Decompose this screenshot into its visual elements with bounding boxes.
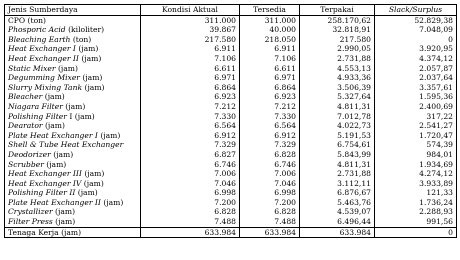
table-row bbox=[5, 25, 457, 35]
resource-name-italic: Slurry Mixing Tank bbox=[8, 82, 83, 92]
col-header-aktual: Kondisi Aktual bbox=[141, 5, 240, 16]
slack-surplus-cell: 2.288,93 bbox=[375, 207, 457, 217]
slack-surplus-cell: 2.057,87 bbox=[375, 64, 457, 74]
resource-name-cell bbox=[5, 150, 141, 160]
resource-name-unit: (jam) bbox=[79, 73, 103, 83]
kondisi-aktual-cell: 7.330 bbox=[141, 112, 240, 122]
resource-name-unit: (jam) bbox=[52, 207, 76, 217]
kondisi-aktual-cell: 6.828 bbox=[141, 207, 240, 217]
resource-name-italic: Crystallizer bbox=[8, 207, 53, 217]
resource-name-unit: Tenaga Kerja (jam) bbox=[8, 227, 82, 237]
slack-surplus-cell: 991,56 bbox=[375, 217, 457, 227]
resource-name-cell bbox=[5, 217, 141, 227]
slack-surplus-cell: 1.736,24 bbox=[375, 198, 457, 208]
tersedia-cell: 6.971 bbox=[240, 73, 300, 83]
resource-name-cell bbox=[5, 179, 141, 189]
resource-name-unit: (jam) bbox=[42, 92, 65, 102]
table-row bbox=[5, 140, 457, 150]
table-row bbox=[5, 44, 457, 54]
resource-name-italic: Polishing Filter II bbox=[8, 188, 76, 198]
col-header-jenis: Jenis Sumberdaya bbox=[5, 5, 141, 16]
resource-name-unit: CPO (ton) bbox=[8, 15, 46, 25]
kondisi-aktual-cell: 7.212 bbox=[141, 102, 240, 112]
kondisi-aktual-cell: 7.106 bbox=[141, 54, 240, 64]
terpakai-cell: 258.170,62 bbox=[300, 15, 375, 25]
resource-name-cell bbox=[5, 112, 141, 122]
tersedia-cell: 311.000 bbox=[240, 15, 300, 25]
table-row bbox=[5, 121, 457, 131]
resource-name-italic: Heat Exchanger IV bbox=[8, 178, 82, 188]
table-row bbox=[5, 169, 457, 179]
resource-name-cell bbox=[5, 131, 141, 141]
terpakai-cell: 4.811,31 bbox=[300, 160, 375, 170]
resource-name-italic: Plate Heat Exchanger II bbox=[8, 197, 101, 207]
resource-table bbox=[4, 4, 457, 238]
slack-surplus-cell: 0 bbox=[375, 227, 457, 238]
kondisi-aktual-cell: 7.488 bbox=[141, 217, 240, 227]
table-row bbox=[5, 83, 457, 93]
table-row bbox=[5, 150, 457, 160]
terpakai-cell: 5.191,53 bbox=[300, 131, 375, 141]
table-row bbox=[5, 217, 457, 227]
tersedia-cell: 6.911 bbox=[240, 44, 300, 54]
kondisi-aktual-cell: 6.912 bbox=[141, 131, 240, 141]
col-header-terpakai: Terpakai bbox=[300, 5, 375, 16]
resource-name-unit: (jam) bbox=[75, 44, 99, 54]
resource-name-italic: Bleaching Earth bbox=[8, 34, 71, 44]
slack-surplus-cell: 0 bbox=[375, 35, 457, 45]
resource-name-cell bbox=[5, 92, 141, 102]
tersedia-cell: 633.984 bbox=[240, 227, 300, 238]
table-row bbox=[5, 64, 457, 74]
resource-name-italic: Heat Exchanger I bbox=[8, 44, 76, 54]
resource-name-italic: Shell & Tube Heat Exchanger bbox=[8, 140, 124, 150]
kondisi-aktual-cell: 6.971 bbox=[141, 73, 240, 83]
kondisi-aktual-cell: 6.564 bbox=[141, 121, 240, 131]
tersedia-cell: 7.200 bbox=[240, 198, 300, 208]
table-row bbox=[5, 131, 457, 141]
table-row bbox=[5, 179, 457, 189]
slack-surplus-cell: 984,01 bbox=[375, 150, 457, 160]
kondisi-aktual-cell: 39.867 bbox=[141, 25, 240, 35]
slack-surplus-cell: 1.934,69 bbox=[375, 160, 457, 170]
terpakai-cell: 2.731,88 bbox=[300, 169, 375, 179]
tersedia-cell: 6.828 bbox=[240, 207, 300, 217]
table-body bbox=[5, 15, 457, 238]
tersedia-cell: 6.746 bbox=[240, 160, 300, 170]
col-header-tersedia: Tersedia bbox=[240, 5, 300, 16]
terpakai-cell: 6.876,67 bbox=[300, 188, 375, 198]
terpakai-cell: 2.990,05 bbox=[300, 44, 375, 54]
slack-surplus-cell: 1.595,36 bbox=[375, 92, 457, 102]
terpakai-cell: 32.818,91 bbox=[300, 25, 375, 35]
slack-surplus-cell: 1.720,47 bbox=[375, 131, 457, 141]
kondisi-aktual-cell: 7.200 bbox=[141, 198, 240, 208]
terpakai-cell: 3.112,11 bbox=[300, 179, 375, 189]
resource-name-unit: (jam) bbox=[78, 53, 102, 63]
slack-surplus-cell: 574,39 bbox=[375, 140, 457, 150]
tersedia-cell: 7.488 bbox=[240, 217, 300, 227]
kondisi-aktual-cell: 7.046 bbox=[141, 179, 240, 189]
tersedia-cell: 218.050 bbox=[240, 35, 300, 45]
kondisi-aktual-cell: 6.911 bbox=[141, 44, 240, 54]
resource-name-italic: Scrubber bbox=[8, 159, 44, 169]
resource-name-cell bbox=[5, 15, 141, 25]
resource-name-unit: (jam) bbox=[75, 188, 98, 198]
table-row bbox=[5, 73, 457, 83]
terpakai-cell: 4.933,36 bbox=[300, 73, 375, 83]
kondisi-aktual-cell: 6.827 bbox=[141, 150, 240, 160]
slack-surplus-cell: 7.048,09 bbox=[375, 25, 457, 35]
tersedia-cell: 7.046 bbox=[240, 179, 300, 189]
tersedia-cell: 7.006 bbox=[240, 169, 300, 179]
tersedia-cell: 6.912 bbox=[240, 131, 300, 141]
tersedia-cell: 6.611 bbox=[240, 64, 300, 74]
tersedia-cell: 7.106 bbox=[240, 54, 300, 64]
resource-name-unit: (jam) bbox=[42, 121, 65, 131]
resource-name-cell bbox=[5, 227, 141, 238]
tersedia-cell: 7.212 bbox=[240, 102, 300, 112]
resource-name-unit: I (jam) bbox=[66, 111, 95, 121]
resource-name-unit: (jam) bbox=[52, 217, 76, 227]
terpakai-cell: 5.327,64 bbox=[300, 92, 375, 102]
resource-name-italic: Filter Press bbox=[8, 217, 53, 227]
table-row bbox=[5, 35, 457, 45]
table-row bbox=[5, 54, 457, 64]
terpakai-cell: 633.984 bbox=[300, 227, 375, 238]
slack-surplus-cell: 3.357,61 bbox=[375, 83, 457, 93]
terpakai-cell: 7.012,78 bbox=[300, 112, 375, 122]
slack-surplus-cell: 4.274,12 bbox=[375, 169, 457, 179]
resource-name-cell bbox=[5, 83, 141, 93]
slack-surplus-cell: 3.933,89 bbox=[375, 179, 457, 189]
terpakai-cell: 5.843,99 bbox=[300, 150, 375, 160]
resource-name-cell bbox=[5, 160, 141, 170]
resource-name-cell bbox=[5, 207, 141, 217]
tersedia-cell: 6.828 bbox=[240, 150, 300, 160]
header-row bbox=[5, 5, 457, 16]
kondisi-aktual-cell: 217.580 bbox=[141, 35, 240, 45]
kondisi-aktual-cell: 6.923 bbox=[141, 92, 240, 102]
resource-name-unit: (jam) bbox=[50, 149, 74, 159]
resource-name-cell bbox=[5, 73, 141, 83]
table-row bbox=[5, 188, 457, 198]
resource-name-italic: Bleacher bbox=[8, 92, 43, 102]
resource-name-cell bbox=[5, 169, 141, 179]
resource-name-italic: Heat Exchanger III bbox=[8, 169, 82, 179]
resource-name-unit: (jam) bbox=[43, 159, 67, 169]
resource-name-italic: Degumming Mixer bbox=[8, 73, 80, 83]
resource-name-cell bbox=[5, 188, 141, 198]
table-row bbox=[5, 160, 457, 170]
table-row bbox=[5, 207, 457, 217]
resource-name-italic: Dearator bbox=[8, 121, 43, 131]
resource-name-cell bbox=[5, 54, 141, 64]
tersedia-cell: 6.923 bbox=[240, 92, 300, 102]
kondisi-aktual-cell: 6.998 bbox=[141, 188, 240, 198]
slack-surplus-cell: 3.920,95 bbox=[375, 44, 457, 54]
terpakai-cell: 6.496,44 bbox=[300, 217, 375, 227]
resource-name-italic: Plate Heat Exchanger I bbox=[8, 130, 98, 140]
terpakai-cell: 4.539,07 bbox=[300, 207, 375, 217]
resource-name-cell bbox=[5, 64, 141, 74]
slack-surplus-cell: 2.400,69 bbox=[375, 102, 457, 112]
table-row bbox=[5, 15, 457, 25]
slack-surplus-cell: 121,33 bbox=[375, 188, 457, 198]
slack-surplus-cell: 2.541,27 bbox=[375, 121, 457, 131]
slack-surplus-cell: 2.037,64 bbox=[375, 73, 457, 83]
slack-surplus-cell: 52.829,38 bbox=[375, 15, 457, 25]
tersedia-cell: 40.000 bbox=[240, 25, 300, 35]
terpakai-cell: 4.022,73 bbox=[300, 121, 375, 131]
kondisi-aktual-cell: 6.864 bbox=[141, 83, 240, 93]
resource-name-cell bbox=[5, 140, 141, 150]
total-row bbox=[5, 227, 457, 238]
kondisi-aktual-cell: 7.329 bbox=[141, 140, 240, 150]
kondisi-aktual-cell: 6.611 bbox=[141, 64, 240, 74]
tersedia-cell: 7.330 bbox=[240, 112, 300, 122]
resource-name-cell bbox=[5, 121, 141, 131]
resource-name-italic: Static Mixer bbox=[8, 63, 56, 73]
tersedia-cell: 7.329 bbox=[240, 140, 300, 150]
resource-name-unit: (jam) bbox=[97, 130, 121, 140]
resource-name-unit: (ton) bbox=[70, 34, 92, 44]
tersedia-cell: 6.564 bbox=[240, 121, 300, 131]
kondisi-aktual-cell: 7.006 bbox=[141, 169, 240, 179]
resource-name-italic: Polishing Filter bbox=[8, 111, 67, 121]
resource-name-unit: (jam) bbox=[82, 82, 105, 92]
slack-surplus-cell: 4.374,12 bbox=[375, 54, 457, 64]
kondisi-aktual-cell: 633.984 bbox=[141, 227, 240, 238]
resource-name-unit: (jam) bbox=[55, 63, 78, 73]
resource-name-italic: Phosporic Acid bbox=[8, 25, 66, 35]
resource-name-unit: (jam) bbox=[62, 101, 86, 111]
terpakai-cell: 6.754,61 bbox=[300, 140, 375, 150]
resource-name-unit: (jam) bbox=[100, 197, 124, 207]
table-row bbox=[5, 92, 457, 102]
resource-name-italic: Niagara Filter bbox=[8, 101, 63, 111]
resource-name-unit: (jam) bbox=[81, 178, 104, 188]
table-row bbox=[5, 102, 457, 112]
table-row bbox=[5, 112, 457, 122]
tersedia-cell: 6.864 bbox=[240, 83, 300, 93]
resource-name-unit: (kiloliter) bbox=[65, 25, 105, 35]
resource-name-cell bbox=[5, 25, 141, 35]
kondisi-aktual-cell: 311.000 bbox=[141, 15, 240, 25]
resource-name-cell bbox=[5, 198, 141, 208]
tersedia-cell: 6.998 bbox=[240, 188, 300, 198]
terpakai-cell: 217.580 bbox=[300, 35, 375, 45]
resource-name-cell bbox=[5, 102, 141, 112]
terpakai-cell: 5.463,76 bbox=[300, 198, 375, 208]
kondisi-aktual-cell: 6.746 bbox=[141, 160, 240, 170]
col-header-slack: Slack/Surplus bbox=[375, 5, 457, 16]
resource-name-unit: (jam) bbox=[81, 169, 105, 179]
slack-surplus-cell: 317,22 bbox=[375, 112, 457, 122]
terpakai-cell: 4.811,31 bbox=[300, 102, 375, 112]
terpakai-cell: 3.506,39 bbox=[300, 83, 375, 93]
resource-name-cell bbox=[5, 44, 141, 54]
table-row bbox=[5, 198, 457, 208]
resource-name-italic: Deodorizer bbox=[8, 149, 51, 159]
terpakai-cell: 2.731,88 bbox=[300, 54, 375, 64]
terpakai-cell: 4.553,13 bbox=[300, 64, 375, 74]
resource-name-italic: Heat Exchanger II bbox=[8, 53, 79, 63]
resource-name-cell bbox=[5, 35, 141, 45]
